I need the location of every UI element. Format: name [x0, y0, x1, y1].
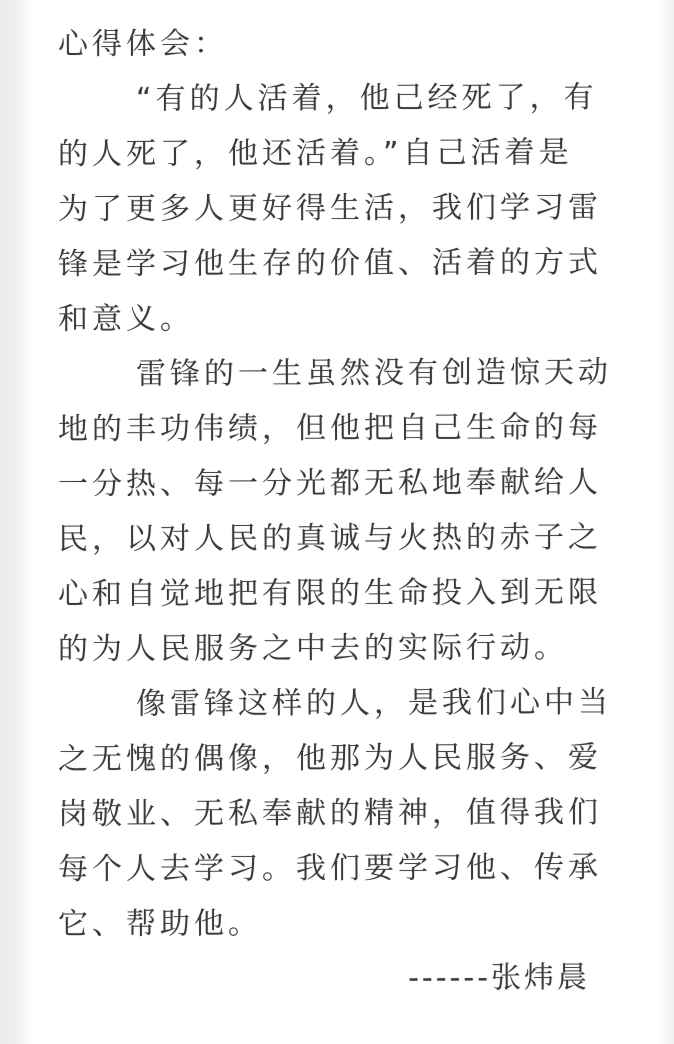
text-line: 的人死了，他还活着。”自己活着是 [57, 135, 573, 172]
text-line: 它、帮助他。 [57, 906, 263, 942]
text-line: 心和自觉地把有限的生命投入到无限 [57, 575, 603, 612]
text-line: 之无愧的偶像，他那为人民服务、爱 [57, 740, 603, 777]
paper-right-edge-shadow [660, 0, 674, 1044]
text-line: 像雷锋这样的人，是我们心中当 [135, 685, 613, 722]
text-line: 锋是学习他生存的价值、活着的方式 [57, 245, 603, 282]
text-line: 岗敬业、无私奉献的精神，值得我们 [57, 795, 603, 832]
essay-body [58, 16, 616, 1006]
text-line: 民，以对人民的真诚与火热的赤子之 [57, 520, 603, 557]
text-line: 和意义。 [57, 301, 195, 337]
text-line: 雷锋的一生虽然没有创造惊天动 [135, 355, 613, 392]
text-line: 为了更多人更好得生活，我们学习雷 [57, 190, 603, 227]
text-line: 地的丰功伟绩，但他把自己生命的每 [57, 410, 603, 447]
paper-left-edge-shadow [0, 0, 34, 1044]
text-line: 每个人去学习。我们要学习他、传承 [57, 850, 603, 887]
note-title: 心得体会： [57, 26, 229, 62]
signature: ------张炜晨 [407, 960, 591, 996]
text-line: 的为人民服务之中去的实际行动。 [57, 630, 569, 667]
text-line: “有的人活着，他己经死了，有 [135, 80, 598, 117]
text-line: 一分热、每一分光都无私地奉献给人 [57, 465, 603, 502]
